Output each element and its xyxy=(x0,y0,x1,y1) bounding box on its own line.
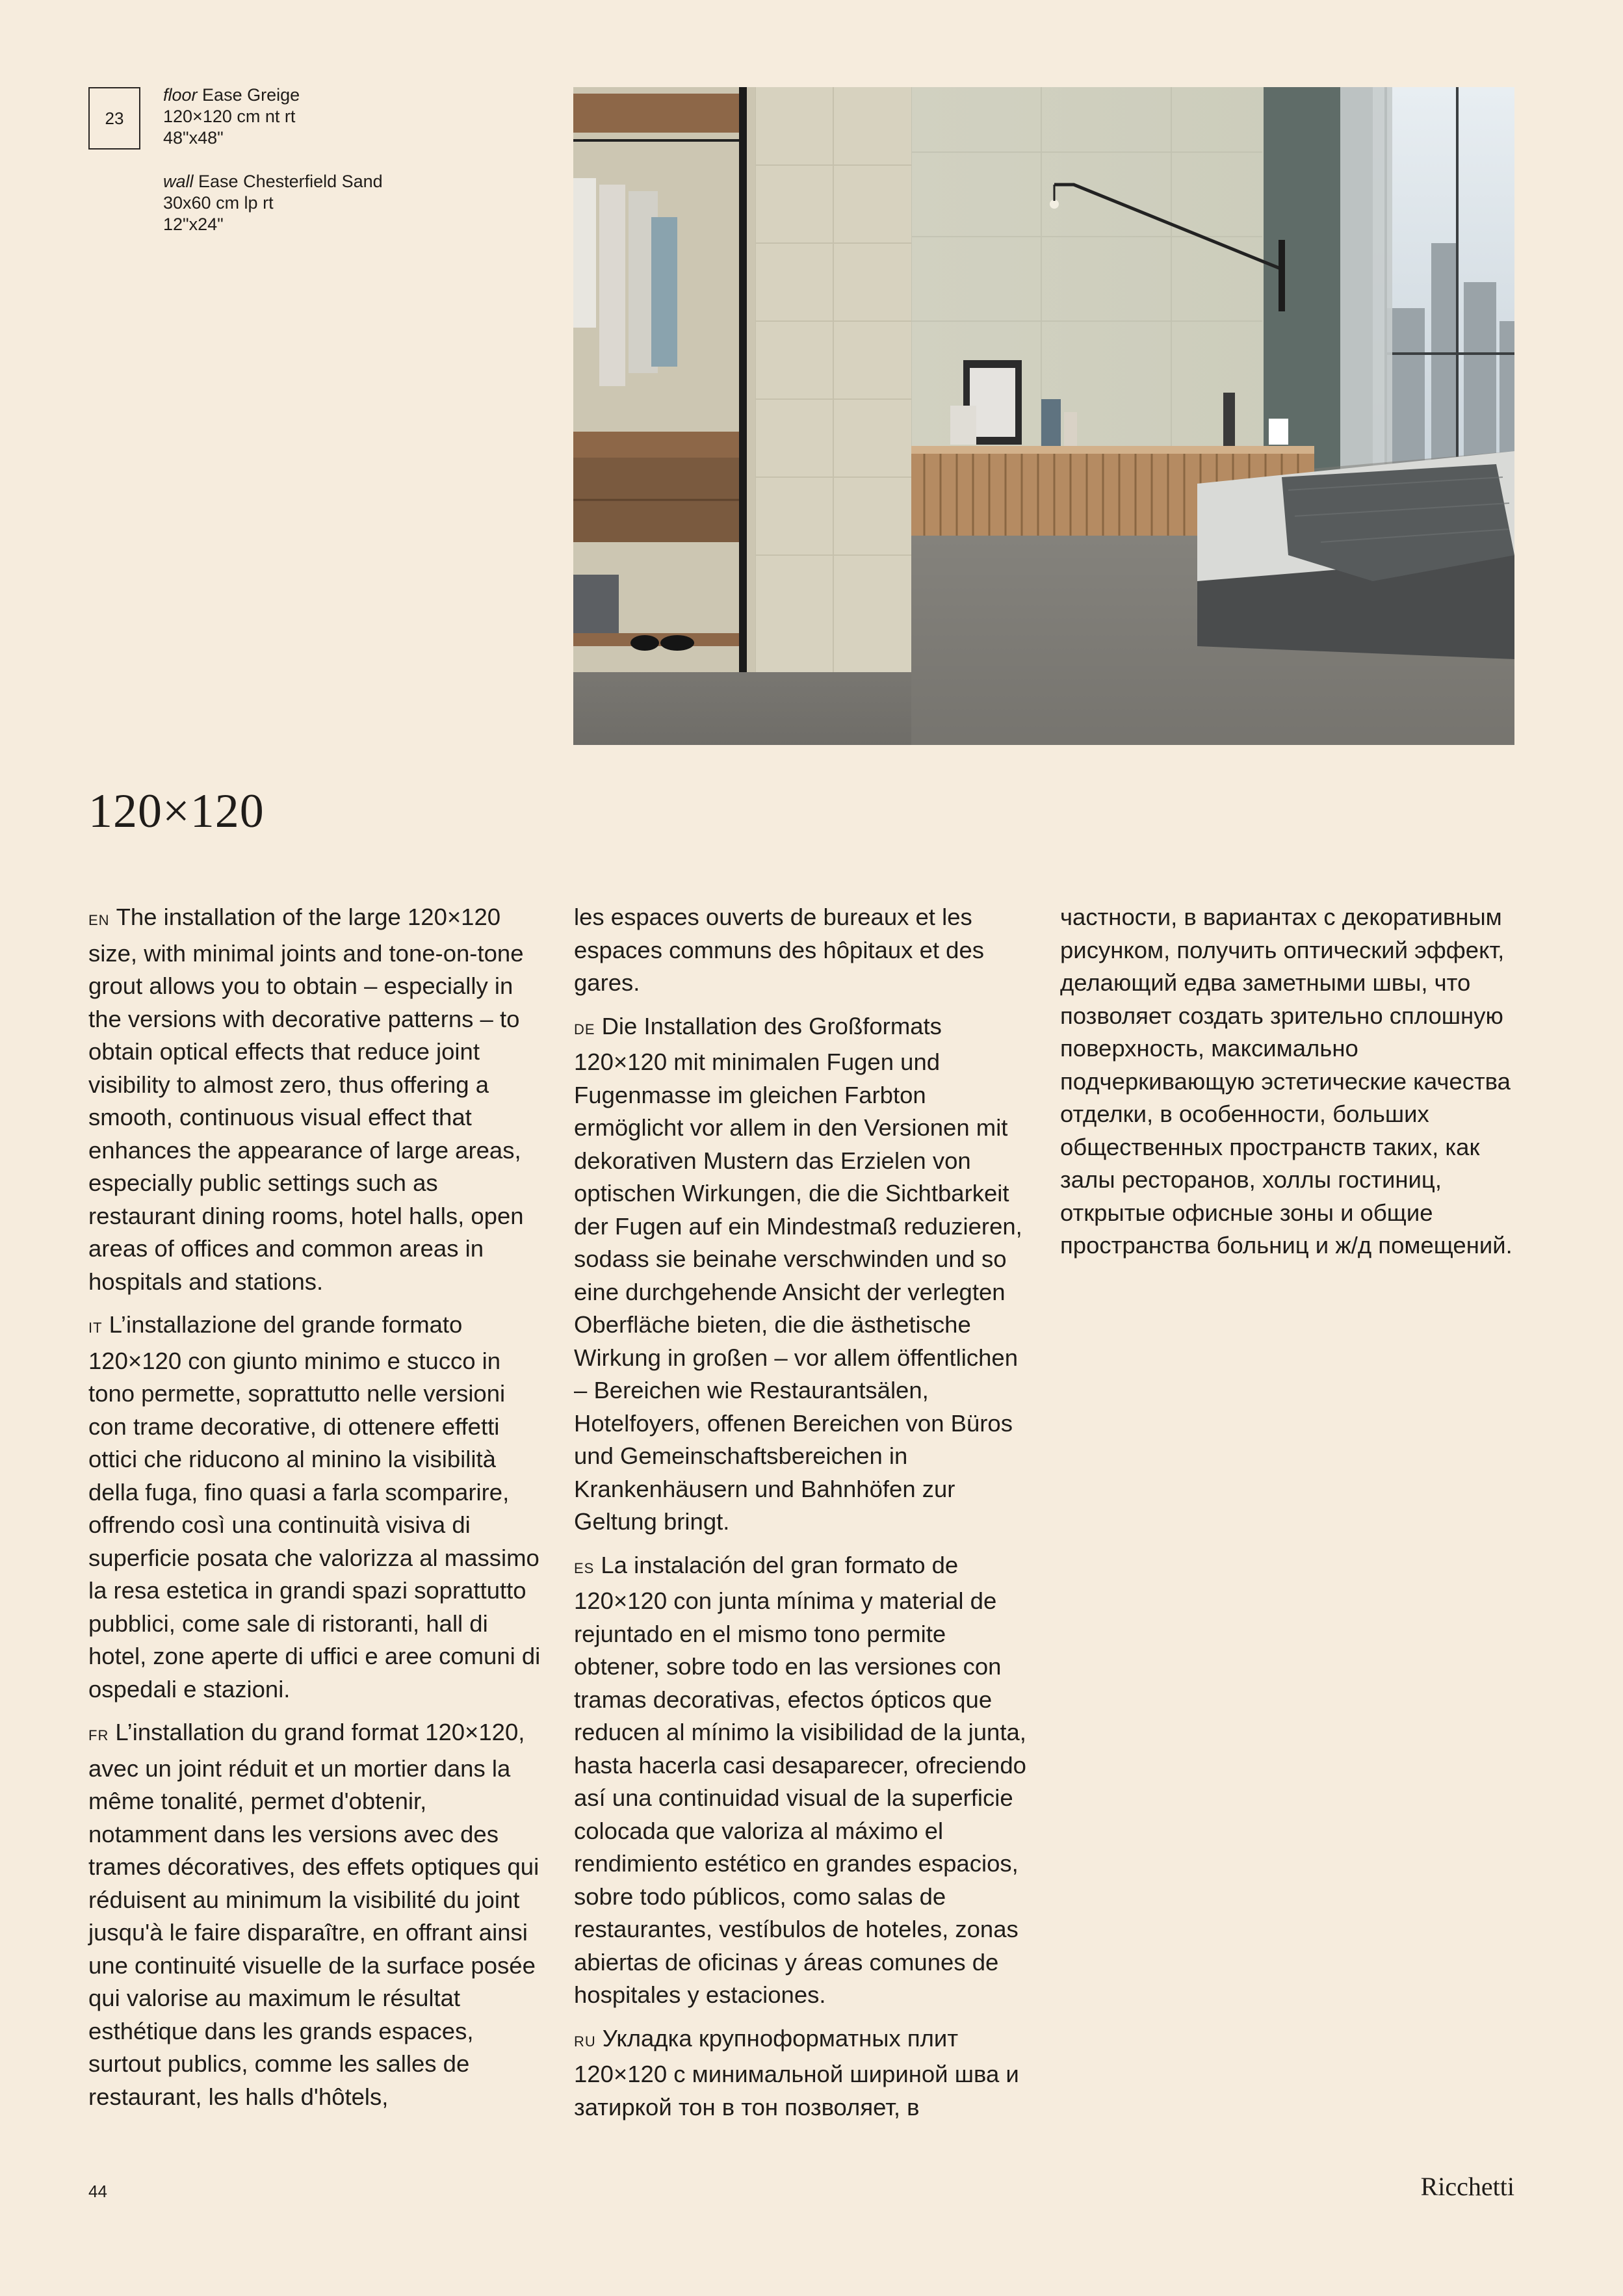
floor-label: floor xyxy=(163,85,198,105)
text-column-3 xyxy=(1060,901,1522,1273)
paragraph-ru xyxy=(574,2022,1035,2124)
text-column-1 xyxy=(88,901,550,2124)
wall-size-cm: 30x60 cm lp rt xyxy=(163,193,274,213)
figure-number-badge xyxy=(88,87,140,150)
paragraph-it xyxy=(88,1309,550,1706)
floor-name: Ease Greige xyxy=(202,85,300,105)
text-it: L’installazione del grande formato 120×120 con giunto minimo e stucco in tono permette, soprattutto nelle versioni con trame decorative, di ottenere effetti ottici che riducono al minino la visibilità della fuga, fino quasi a farla scomparire, offrendo così una continuità visiva di superficie posata che valorizza al massimo la resa estetica in grandi spazi soprattutto pubblici, come sale di ristoranti, hall di hotel, zone aperte di uffici e aree comuni di ospedali e stazioni. xyxy=(88,1311,541,1702)
text-column-2 xyxy=(574,901,1035,2134)
floor-size-in: 48"x48" xyxy=(163,128,224,148)
paragraph-ru-continued xyxy=(1060,901,1522,1262)
interior-photo xyxy=(573,87,1514,745)
figure-number: 23 xyxy=(105,108,124,128)
lang-tag-ru: RU xyxy=(574,2033,596,2050)
text-fr-part2: les espaces ouverts de bureaux et les espaces communs des hôpitaux et des gares. xyxy=(574,904,984,996)
wall-spec xyxy=(163,171,383,235)
lang-tag-de: DE xyxy=(574,1021,595,1037)
page-number: 44 xyxy=(88,2182,107,2201)
paragraph-fr xyxy=(88,1716,550,2113)
text-fr-part1: L’installation du grand format 120×120, avec un joint réduit et un mortier dans la même tonalité, permet d'obtenir, notamment dans les versions avec des trames décoratives, des effets optiques qui réduisent au minimum la visibilité du joint jusqu'à le faire disparaître, en offrant ainsi une continuité visuelle de la surface posée qui valorise au maximum le résultat esthétique dans les grands espaces, surtout publics, comme les salles de restaurant, les halls d'hôtels, xyxy=(88,1719,539,2110)
text-en: The installation of the large 120×120 size, with minimal joints and tone-on-tone grout allows you to obtain – especially in the versions with decorative patterns – to obtain optical effects that reduce joint visibility to almost zero, thus offering a smooth, continuous visual effect that enhances the appearance of large areas, especially public settings such as restaurant dining rooms, hotel halls, open areas of offices and common areas in hospitals and stations. xyxy=(88,904,524,1295)
lang-tag-es: ES xyxy=(574,1559,595,1576)
paragraph-de xyxy=(574,1010,1035,1539)
lang-tag-it: IT xyxy=(88,1320,103,1336)
brand-logo: Ricchetti xyxy=(1420,2172,1514,2201)
paragraph-en xyxy=(88,901,550,1298)
lang-tag-en: EN xyxy=(88,912,110,928)
wall-name: Ease Chesterfield Sand xyxy=(198,172,383,191)
text-de: Die Installation des Großformats 120×120 mit minimalen Fugen und Fugenmasse im gleichen Farbton ermöglicht vor allem in den Versionen mit dekorativen Mustern das Erzielen von optischen Wirkungen, die die Sichtbarkeit der Fugen auf ein Mindestmaß reduzieren, sodass sie beinahe verschwinden und so eine durchgehende Ansicht der verlegten Oberfläche bieten, die die ästhetische Wirkung in großen – vor allem öffentlichen – Bereichen wie Restaurantsälen, Hotelfoyers, offenen Bereichen von Büros und Gemeinschaftsbereichen in Krankenhäusern und Bahnhöfen zur Geltung bringt. xyxy=(574,1012,1022,1535)
paragraph-es xyxy=(574,1549,1035,2012)
paragraph-fr-continued xyxy=(574,901,1035,1000)
product-specs xyxy=(163,85,383,257)
lang-tag-fr: FR xyxy=(88,1727,109,1743)
text-ru-part1: Укладка крупноформатных плит 120×120 с минимальной шириной шва и затиркой тон в тон позволяет, в xyxy=(574,2024,1019,2120)
text-es: La instalación del gran formato de 120×120 con junta mínima y material de rejuntado en el mismo tono permite obtener, sobre todo en las versiones con tramas decorativas, efectos ópticos que reducen al mínimo la visibilidad de la junta, hasta hacerla casi desaparecer, ofreciendo así una continuidad visual de la superficie colocada que valoriza al máximo el rendimiento estético en grandes espacios, sobre todo públicos, como salas de restaurantes, vestíbulos de hoteles, zonas abiertas de oficinas y áreas comunes de hospitales y estaciones. xyxy=(574,1551,1026,2008)
floor-spec xyxy=(163,85,383,149)
text-ru-part2: частности, в вариантах с декоративным рисунком, получить оптический эффект, делающий едва заметными швы, что позволяет создать зрительно сплошную поверхность, максимально подчеркивающую эстетические качества отделки, в особенности, больших общественных пространств таких, как залы ресторанов, холлы гостиниц, открытые офисные зоны и общие пространства больниц и ж/д помещений. xyxy=(1060,904,1513,1259)
wall-size-in: 12"x24" xyxy=(163,215,224,234)
section-heading: 120×120 xyxy=(88,785,265,838)
wall-label: wall xyxy=(163,172,194,191)
floor-size-cm: 120×120 cm nt rt xyxy=(163,107,296,126)
